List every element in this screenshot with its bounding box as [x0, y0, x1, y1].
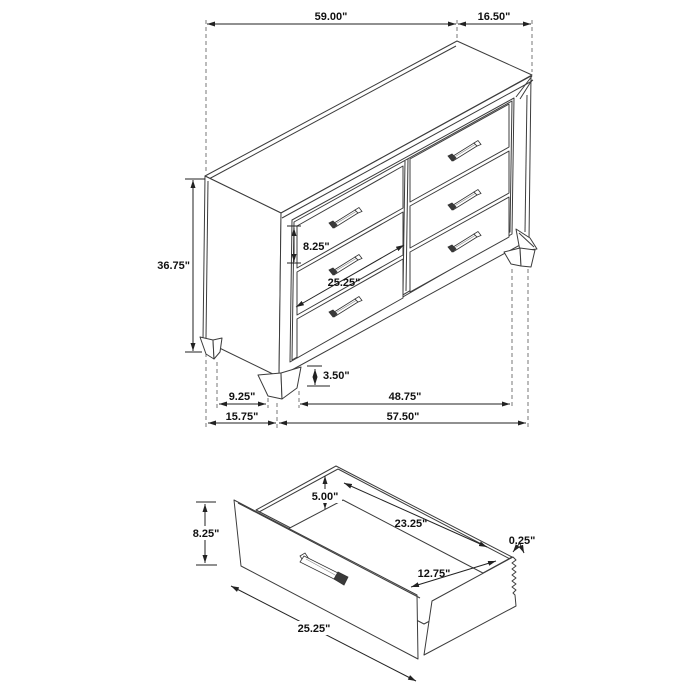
- dim-label-overall-height: 36.75": [157, 260, 190, 272]
- dim-label-inner-height: 5.00": [311, 491, 339, 503]
- dim-label-front-height: 8.25": [192, 528, 220, 540]
- back-left-foot-side: [213, 338, 222, 359]
- dim-label-foot-height: 3.50": [323, 370, 350, 382]
- dim-label-top-depth: 16.50": [477, 11, 511, 23]
- dresser-figure: [157, 11, 537, 428]
- back-left-foot: [200, 337, 214, 359]
- dim-label-panel-thickness: 0.25": [508, 535, 536, 547]
- dim-label-base-inner-width: 48.75": [388, 391, 422, 403]
- front-left-foot: [258, 373, 282, 399]
- drawer-box: [234, 466, 516, 659]
- dim-label-foot-spacing: 9.25": [228, 391, 256, 403]
- dim-label-top-width: 59.00": [314, 11, 348, 23]
- dim-label-base-width: 57.50": [386, 411, 420, 423]
- dim-label-side-footprint: 15.75": [225, 411, 259, 423]
- dim-label-drawer-front-width: 25.25": [327, 277, 361, 289]
- dim-label-front-width: 25.25": [297, 623, 331, 635]
- drawer-figure: [190, 466, 535, 681]
- dim-label-drawer-front-height: 8.25": [303, 241, 330, 253]
- dresser-cabinet: [200, 41, 537, 399]
- front-right-foot-side: [520, 248, 535, 267]
- dim-label-inner-depth: 12.75": [417, 568, 451, 580]
- dim-label-inner-width: 23.25": [394, 518, 428, 530]
- front-left-foot-side: [281, 367, 301, 399]
